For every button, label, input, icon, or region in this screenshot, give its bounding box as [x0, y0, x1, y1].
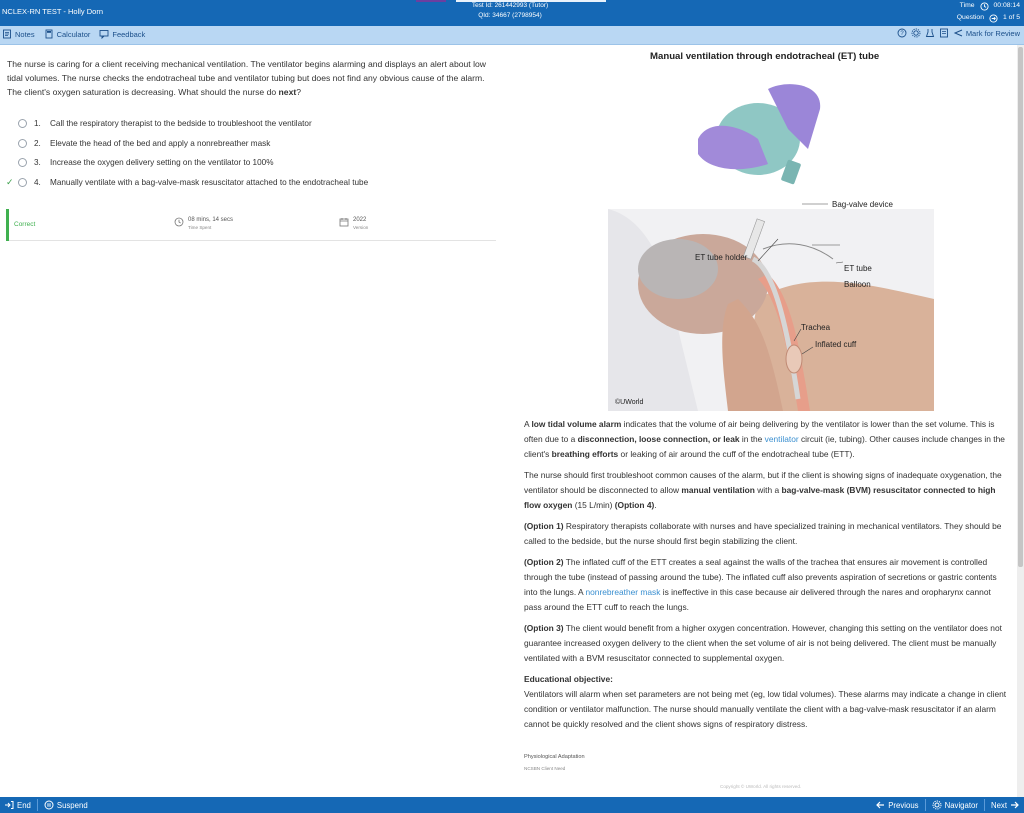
correct-check-icon: ✓: [6, 176, 14, 187]
option-text: Elevate the head of the bed and apply a nonrebreather mask: [50, 138, 271, 148]
divider: [984, 799, 985, 811]
option-radio[interactable]: [18, 119, 27, 128]
feedback-button[interactable]: [99, 29, 145, 39]
text: circuit (ie, tubing). Other causes include changes in the client's: [524, 434, 1005, 459]
result-indicator-bar: [6, 209, 9, 241]
notes-icon: [2, 29, 12, 39]
explanation-paragraph-5: [524, 621, 1010, 666]
mark-for-review-label: Mark for Review: [965, 28, 1020, 38]
end-icon: [4, 800, 14, 810]
bold-text: bag-valve-mask (BVM) resuscitator connected to high flow oxygen: [524, 485, 996, 510]
ventilator-link[interactable]: ventilator: [764, 434, 799, 444]
time-spent-value: 08 mins, 14 secs: [188, 217, 234, 223]
option-number: 1.: [34, 119, 41, 129]
bold-text: disconnection, loose connection, or leak: [577, 434, 740, 444]
question-counter: 1 of 5: [1002, 14, 1020, 21]
et-tube-illustration: [608, 69, 934, 411]
figure-title: Manual ventilation through endotracheal (ET) tube: [650, 51, 880, 62]
question-text: The nurse is caring for a client receiving mechanical ventilation. The ventilator begins alarming and displays an alert about low tidal volumes. The nurse checks the endotracheal tube and ventilator tubing but does not find any obvious cause of the alarm. The client's oxygen saturation is decreasing. What should the nurse do: [7, 59, 486, 97]
scrollbar-thumb[interactable]: [1018, 47, 1023, 567]
lab-values-icon[interactable]: [925, 28, 935, 38]
client-need-label: NCSBN Client Need: [524, 766, 566, 771]
answer-option-1[interactable]: [6, 114, 496, 134]
result-summary: [6, 209, 496, 241]
text: or leaking of air around the cuff of the endotracheal tube (ETT).: [618, 449, 855, 459]
notes-label: Notes: [15, 29, 35, 39]
question-nav-icon[interactable]: [989, 14, 998, 23]
text: Respiratory therapists collaborate with nurses and have specialized training in mechanical ventilators. They should be called to the bedside, but the nurse should first begin stabilizing the client.: [524, 521, 1002, 546]
label-inflated-cuff: Inflated cuff: [815, 340, 857, 349]
time-value: 00:08:14: [993, 2, 1020, 9]
figure-watermark: ©UWorld: [615, 399, 644, 406]
next-button[interactable]: [989, 800, 1022, 810]
timer-area: [957, 0, 1020, 24]
explanation-scrollbar[interactable]: [1017, 45, 1024, 797]
answer-option-3[interactable]: [6, 153, 496, 173]
clock-icon: [980, 2, 989, 11]
bold-text: (Option 3): [524, 623, 564, 633]
version-value: 2022: [353, 217, 367, 223]
suspend-button[interactable]: [42, 800, 90, 810]
top-header: [0, 0, 1024, 26]
feedback-icon: [99, 29, 109, 39]
time-spent-label: Time Spent: [188, 225, 212, 230]
question-label: Question: [956, 14, 984, 21]
text: A: [524, 419, 532, 429]
calculator-button[interactable]: [44, 29, 91, 39]
answer-option-4[interactable]: [6, 173, 496, 193]
bold-text: (Option 2): [524, 557, 564, 567]
mark-for-review-button[interactable]: [953, 28, 1020, 38]
question-end: ?: [296, 87, 301, 97]
question-id: QId: 34667 (2798954): [478, 12, 542, 19]
option-radio[interactable]: [18, 178, 27, 187]
test-id: Test Id: 261442993 (Tutor): [471, 2, 549, 9]
version-stat: [339, 217, 368, 231]
app-title: NCLEX-RN TEST - Holly Dorn: [2, 7, 103, 16]
help-icon[interactable]: [897, 28, 907, 38]
clock-icon: [174, 217, 184, 227]
next-icon: [1010, 800, 1020, 810]
text: The inflated cuff of the ETT creates a seal against the walls of the trachea that ensures air movement is controlled through the tube (instead of passing around the tube). The inflated cuff also prevents aspiration of secretions or gastric contents into the lungs. A: [524, 557, 997, 597]
calculator-icon: [44, 29, 54, 39]
bold-text: low tidal volume alarm: [531, 419, 622, 429]
feedback-label: Feedback: [112, 29, 146, 39]
bottom-navigation: [0, 797, 1024, 813]
educational-objective-text: Ventilators will alarm when set parameters are not being met (eg, low tidal volumes). These alarms may indicate a change in client condition or ventilator malfunction. The nurse should manually ventilate the client with a bag-valve-mask resuscitator if an alarm cannot be quickly resolved and the client shows signs of respiratory distress.: [524, 689, 1007, 729]
answer-options: [6, 114, 496, 192]
bold-text: breathing efforts: [551, 449, 619, 459]
explanation-paragraph-3: [524, 519, 1010, 549]
previous-button[interactable]: [873, 800, 920, 810]
option-radio[interactable]: [18, 158, 27, 167]
explanation-paragraph-2: [524, 468, 1010, 513]
divider: [925, 799, 926, 811]
toolbar: [0, 26, 1024, 45]
suspend-label: Suspend: [56, 800, 88, 810]
educational-objective-title: Educational objective:: [524, 674, 613, 684]
end-label: End: [17, 800, 31, 810]
bold-text: (Option 4): [614, 500, 655, 510]
svg-text:?: ?: [900, 31, 904, 38]
calendar-icon: [339, 217, 349, 227]
label-et-holder: ET tube holder: [695, 253, 748, 262]
option-radio[interactable]: [18, 139, 27, 148]
question-stem: [7, 57, 497, 99]
notes-button[interactable]: [2, 29, 35, 39]
label-et-tube: ET tube: [844, 264, 872, 273]
version-label: Version: [353, 225, 369, 230]
option-text: Call the respiratory therapist to the bedside to troubleshoot the ventilator: [50, 119, 312, 129]
option-number: 2.: [34, 138, 41, 148]
previous-label: Previous: [888, 800, 919, 810]
explanation-text: [524, 417, 1010, 732]
answer-option-2[interactable]: [6, 134, 496, 154]
next-label: Next: [990, 800, 1007, 810]
text: .: [654, 500, 657, 510]
progress-strip-left: [416, 0, 446, 2]
bold-text: manual ventilation: [681, 485, 755, 495]
flag-icon: [953, 28, 963, 38]
copyright-text: Copyright © UWorld. All rights reserved.: [720, 784, 802, 789]
notes-panel-icon[interactable]: [939, 28, 949, 38]
navigator-icon: [932, 800, 942, 810]
bold-text: (Option 1): [524, 521, 564, 531]
subject-label: Physiological Adaptation: [524, 754, 585, 760]
time-spent-stat: [174, 217, 233, 231]
text: indicates that the volume of air being delivering by the ventilator is lower than the set volume. This is often due to a: [524, 419, 995, 444]
suspend-icon: [44, 800, 54, 810]
navigator-button[interactable]: [930, 800, 980, 810]
option-number: 4.: [34, 177, 41, 187]
text: The client would benefit from a higher oxygen concentration. However, changing this setting on the ventilator does not guarantee increased oxygen delivery to the client when the set volume of air is not being delivered. The client must be manually ventilated with a BVM resuscitator connected to supplemental oxygen.: [524, 623, 1002, 663]
result-status: Correct: [14, 221, 36, 228]
text: in the: [739, 434, 765, 444]
navigator-label: Navigator: [944, 800, 978, 810]
text: (15 L/min): [572, 500, 615, 510]
text: The nurse should first troubleshoot common causes of the alarm, but if the client is showing signs of inadequate oxygenation, the ventilator should be disconnected to allow: [524, 470, 1002, 495]
explanation-pane: [506, 45, 1020, 797]
settings-icon[interactable]: [911, 28, 921, 38]
test-info: [440, 0, 580, 21]
progress-strip: [456, 0, 606, 2]
option-text: Manually ventilate with a bag-valve-mask resuscitator attached to the endotracheal tube: [50, 177, 369, 187]
option-number: 3.: [34, 158, 41, 168]
explanation-paragraph-1: [524, 417, 1010, 462]
text: with a: [754, 485, 782, 495]
nonrebreather-mask-link[interactable]: nonrebreather mask: [585, 587, 661, 597]
time-label: Time: [959, 2, 975, 9]
label-bag-valve: Bag-valve device: [832, 200, 893, 209]
option-text: Increase the oxygen delivery setting on the ventilator to 100%: [50, 158, 274, 168]
end-button[interactable]: [2, 800, 33, 810]
label-balloon: Balloon: [844, 280, 871, 289]
text: is ineffective in this case because air delivered through the nares and oropharynx cannot pass around the ETT cuff to reach the lungs.: [524, 587, 991, 612]
divider: [37, 799, 38, 811]
question-emphasis: next: [278, 87, 297, 97]
explanation-paragraph-4: [524, 555, 1010, 615]
previous-icon: [875, 800, 885, 810]
calculator-label: Calculator: [56, 29, 91, 39]
label-trachea: Trachea: [801, 323, 831, 332]
